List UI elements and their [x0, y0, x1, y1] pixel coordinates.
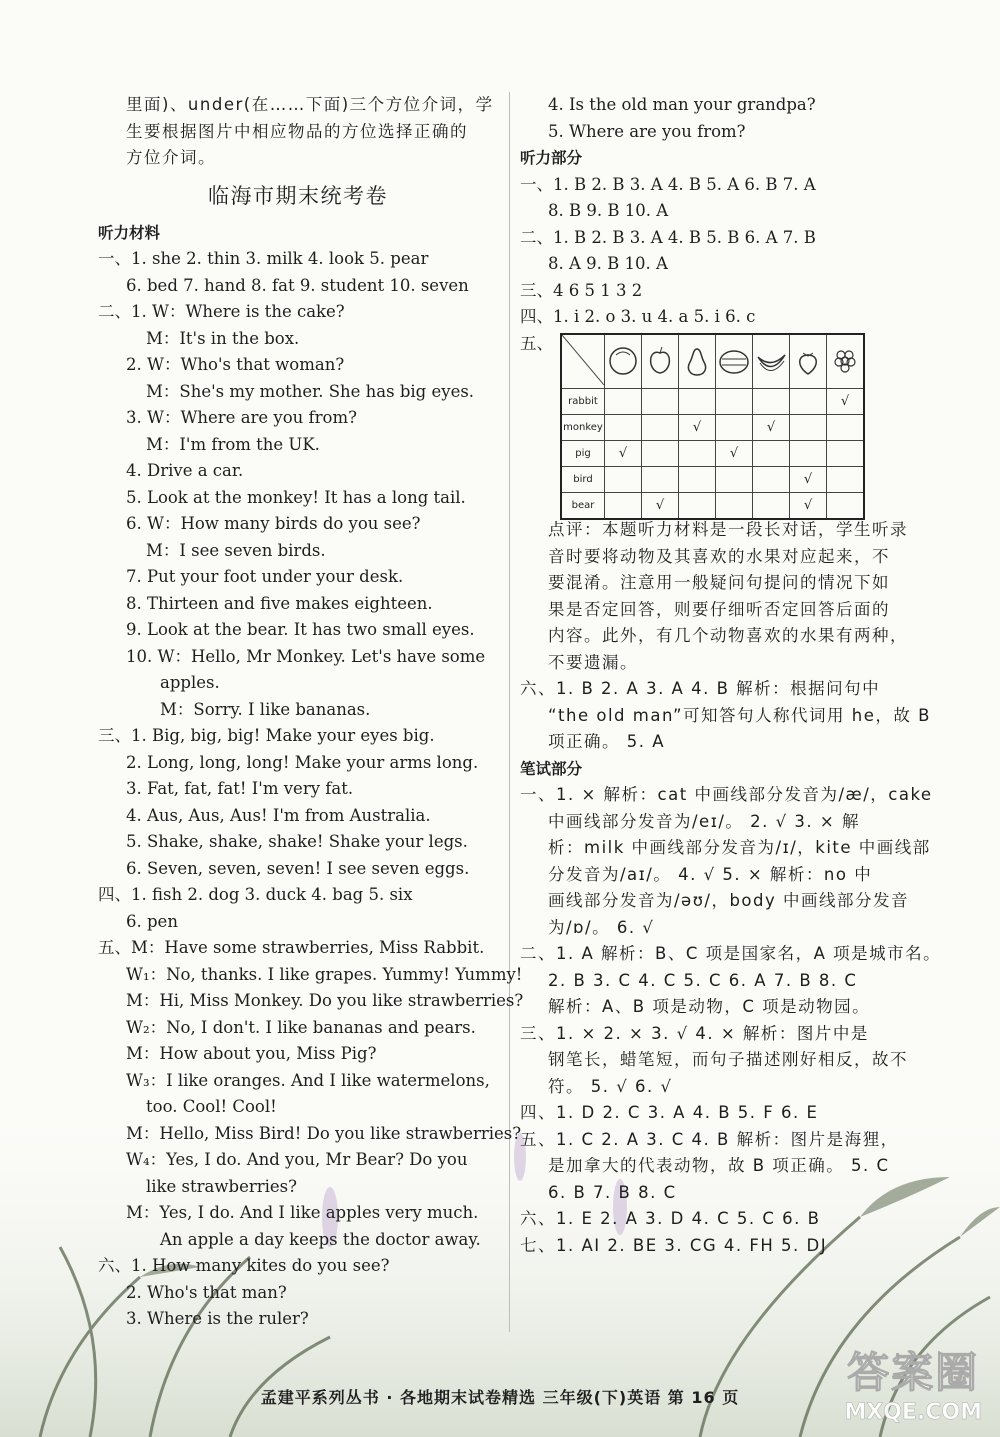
- material-line: W₂：No, I don't. I like bananas and pears.: [126, 1017, 476, 1037]
- written-answer-line: 分发音为/aɪ/。 4. √ 5. × 解析：no 中: [548, 864, 873, 884]
- row-label: monkey: [561, 415, 605, 441]
- material-line: M：Hi, Miss Monkey. Do you like strawberries?: [126, 991, 524, 1010]
- material-line: 2. Who's that man?: [126, 1282, 287, 1302]
- material-line: 3. Fat, fat, fat! I'm very fat.: [126, 779, 354, 798]
- material-line: W₄：Yes, I do. And you, Mr Bear? Do you: [126, 1150, 468, 1169]
- section-heading-listening-material: 听力材料: [98, 223, 161, 242]
- intro-line: 方位介词。: [126, 148, 216, 167]
- material-line: 2. W：Who's that woman?: [126, 355, 345, 374]
- written-answer-line: 一、1. × 解析：cat 中画线部分发音为/æ/，cake: [520, 785, 933, 804]
- material-line: M：I see seven birds.: [146, 540, 326, 560]
- material-line: M：She's my mother. She has big eyes.: [146, 381, 475, 401]
- answer-line: “the old man”可知答句人称代词用 he，故 B: [548, 705, 931, 725]
- material-line: 一、1. she 2. thin 3. milk 4. look 5. pear: [98, 249, 429, 268]
- section-heading-listening: 听力部分: [520, 149, 583, 167]
- check-mark: √: [716, 441, 753, 467]
- written-answer-line: 2. B 3. C 4. C 5. C 6. A 7. B 8. C: [548, 970, 858, 990]
- material-line: 6. bed 7. hand 8. fat 9. student 10. seven: [126, 275, 469, 295]
- material-line: 3. W：Where are you from?: [126, 408, 357, 427]
- answer-line: 8. B 9. B 10. A: [548, 201, 669, 220]
- apple-icon: [642, 334, 679, 389]
- material-line: 3. Where is the ruler?: [126, 1309, 309, 1328]
- written-answer-line: 二、1. A 解析：B、C 项是国家名，A 项是城市名。: [520, 944, 942, 963]
- material-line: 10. W：Hello, Mr Monkey. Let's have some: [126, 646, 486, 666]
- check-mark: √: [827, 389, 865, 415]
- written-answer-line: 三、1. × 2. × 3. √ 4. × 解析：图片中是: [520, 1023, 869, 1043]
- written-answer-line: 解析：A、B 项是动物，C 项是动物园。: [548, 997, 871, 1016]
- check-mark: √: [642, 493, 679, 520]
- listening-material-lines: [98, 246, 524, 1333]
- comment-line: 果是否定回答，则要仔细听否定回答后面的: [548, 599, 890, 619]
- material-line: too. Cool! Cool!: [146, 1097, 277, 1116]
- written-answer-line: 七、1. AI 2. BE 3. CG 4. FH 5. DJ: [520, 1235, 828, 1255]
- left-column: [98, 92, 524, 1333]
- material-line: W₃：I like oranges. And I like watermelons,: [126, 1070, 490, 1090]
- answer-line: 四、1. i 2. o 3. u 4. a 5. i 6. c: [520, 307, 756, 326]
- row-label: bear: [561, 493, 605, 520]
- written-answer-line: 六、1. E 2. A 3. D 4. C 5. C 6. B: [520, 1209, 821, 1228]
- written-answer-line: 中画线部分发音为/eɪ/。 2. √ 3. × 解: [548, 811, 860, 831]
- animal-fruit-table: [560, 333, 865, 520]
- diagonal-line: [562, 335, 604, 385]
- material-line: 4. Drive a car.: [126, 461, 244, 480]
- written-answer-lines: [520, 782, 942, 1259]
- answer-line: 8. A 9. B 10. A: [548, 254, 668, 273]
- comment-line: 点评：本题听力材料是一段长对话，学生听录: [548, 520, 908, 539]
- comment-line: 不要遗漏。: [548, 652, 638, 672]
- written-answer-line: 四、1. D 2. C 3. A 4. B 5. F 6. E: [520, 1103, 819, 1122]
- watermark-text: 答案圈: [847, 1348, 980, 1397]
- exam-title: 临海市期末统考卷: [208, 183, 388, 208]
- answer-label: 五、: [520, 333, 553, 353]
- material-line: 六、1. How many kites do you see?: [98, 1256, 390, 1275]
- material-line: M：How about you, Miss Pig?: [126, 1044, 377, 1063]
- material-line: 6. W：How many birds do you see?: [126, 514, 421, 533]
- watermelon-icon: [716, 334, 753, 389]
- intro-line: 里面)、under(在……下面)三个方位介词，学: [126, 95, 494, 114]
- material-line: 8. Thirteen and five makes eighteen.: [126, 593, 433, 613]
- answer-line: 4. Is the old man your grandpa?: [548, 95, 816, 114]
- written-answer-line: 析：milk 中画线部分发音为/ɪ/，kite 中画线部: [548, 838, 931, 857]
- material-line: 5. Look at the monkey! It has a long tail.: [126, 487, 466, 507]
- answer-line: 项正确。 5. A: [548, 732, 666, 751]
- material-line: An apple a day keeps the doctor away.: [160, 1229, 481, 1249]
- check-mark: √: [790, 467, 827, 493]
- table-row-bird: [561, 467, 864, 493]
- written-answer-line: 是加拿大的代表动物，故 B 项正确。 5. C: [548, 1156, 890, 1175]
- pear-icon: [679, 334, 716, 389]
- page-footer: 孟建平系列丛书 · 各地期末试卷精选 三年级(下)英语 第 16 页: [260, 1388, 740, 1407]
- material-line: 三、1. Big, big, big! Make your eyes big.: [98, 726, 435, 745]
- material-line: M：I'm from the UK.: [146, 434, 320, 454]
- material-line: 四、1. fish 2. dog 3. duck 4. bag 5. six: [98, 885, 413, 904]
- table-row-bear: [561, 493, 864, 520]
- answer-line: 一、1. B 2. B 3. A 4. B 5. A 6. B 7. A: [520, 174, 816, 194]
- check-mark: √: [790, 493, 827, 520]
- material-line: 五、M：Have some strawberries, Miss Rabbit.: [98, 938, 485, 957]
- material-line: 2. Long, long, long! Make your arms long.: [126, 752, 479, 772]
- written-answer-line: 为/ɒ/。 6. √: [548, 917, 655, 937]
- material-line: M：Yes, I do. And I like apples very much.: [126, 1203, 479, 1222]
- check-mark: √: [605, 441, 642, 467]
- comment-line: 要混淆。注意用一般疑问句提问的情况下如: [548, 573, 890, 592]
- table-header-row: [561, 334, 864, 389]
- check-mark: √: [753, 415, 790, 441]
- intro-line: 生要根据图片中相应物品的方位选择正确的: [126, 121, 468, 141]
- orange-icon: [605, 334, 642, 389]
- answer-line: 六、1. B 2. A 3. A 4. B 解析：根据问句中: [520, 679, 881, 698]
- material-line: 4. Aus, Aus, Aus! I'm from Australia.: [126, 805, 431, 825]
- material-line: W₁：No, thanks. I like grapes. Yummy! Yummy!: [126, 964, 523, 984]
- material-line: M：It's in the box.: [146, 328, 300, 348]
- written-answer-line: 6. B 7. B 8. C: [548, 1182, 677, 1202]
- material-line: like strawberries?: [146, 1176, 297, 1196]
- written-answer-line: 钢笔长，蜡笔短，而句子描述刚好相反，故不: [548, 1050, 908, 1069]
- right-column: [520, 92, 942, 1259]
- banana-icon: [753, 334, 790, 389]
- row-label: pig: [561, 441, 605, 467]
- material-line: 6. Seven, seven, seven! I see seven eggs.: [126, 858, 470, 878]
- section-heading-written: 笔试部分: [520, 759, 583, 778]
- material-line: 6. pen: [126, 911, 178, 931]
- written-answer-line: 符。 5. √ 6. √: [548, 1076, 673, 1096]
- check-mark: √: [679, 415, 716, 441]
- material-line: 7. Put your foot under your desk.: [126, 567, 404, 586]
- material-line: 二、1. W：Where is the cake?: [98, 302, 345, 321]
- answer-line: 5. Where are you from?: [548, 121, 746, 141]
- material-line: apples.: [160, 673, 220, 692]
- table-row-pig: [561, 441, 864, 467]
- strawberry-icon: [790, 334, 827, 389]
- material-line: M：Hello, Miss Bird! Do you like strawberries?: [126, 1123, 522, 1143]
- watermark-logo: [844, 1340, 982, 1425]
- table-row-monkey: [561, 415, 864, 441]
- comment-line: 音时要将动物及其喜欢的水果对应起来，不: [548, 546, 890, 566]
- material-line: M：Sorry. I like bananas.: [160, 699, 371, 719]
- row-label: rabbit: [561, 389, 605, 415]
- answer-line: 三、4 6 5 1 3 2: [520, 280, 643, 300]
- written-answer-line: 画线部分发音为/əʊ/，body 中画线部分发音: [548, 891, 910, 910]
- grapes-icon: [827, 334, 865, 389]
- material-line: 9. Look at the bear. It has two small eyes.: [126, 620, 475, 639]
- watermark-url: MXQE.COM: [844, 1400, 982, 1425]
- comment-line: 内容。此外，有几个动物喜欢的水果有两种，: [548, 626, 908, 645]
- answer-line: 二、1. B 2. B 3. A 4. B 5. B 6. A 7. B: [520, 227, 816, 247]
- table-row-rabbit: [561, 389, 864, 415]
- row-label: bird: [561, 467, 605, 493]
- table-corner-cell: [561, 334, 605, 389]
- written-answer-line: 五、1. C 2. A 3. C 4. B 解析：图片是海狸，: [520, 1129, 899, 1149]
- material-line: 5. Shake, shake, shake! Shake your legs.: [126, 832, 468, 851]
